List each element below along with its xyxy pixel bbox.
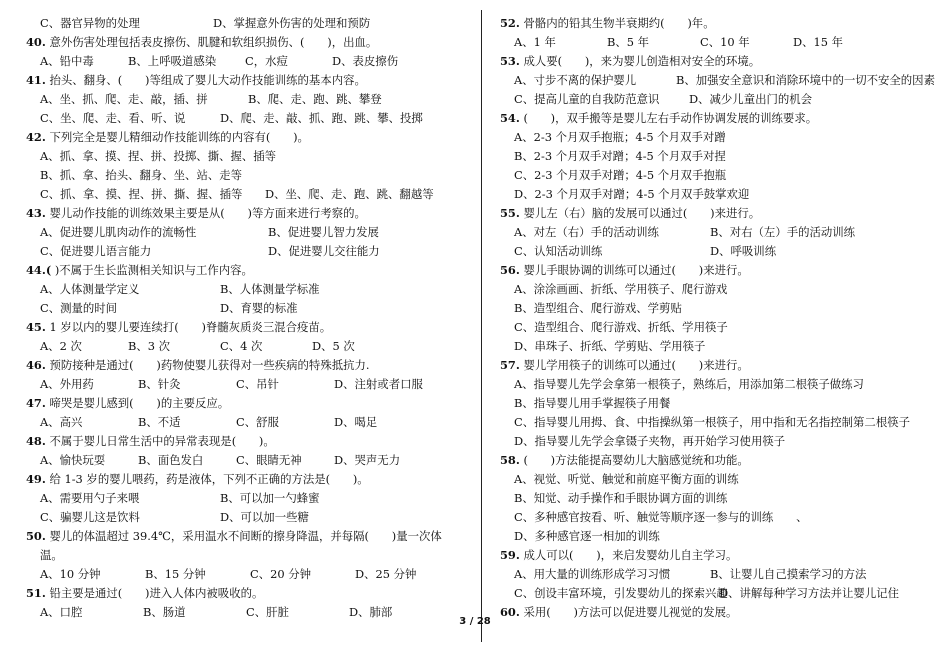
option-item: C、认知活动训练 bbox=[514, 244, 603, 258]
question-line bbox=[26, 527, 471, 546]
question-line bbox=[500, 356, 940, 375]
question-number: 49. bbox=[26, 472, 46, 486]
option-item: B、上呼吸道感染 bbox=[128, 54, 217, 68]
question-text: 采用( )方法可以促进婴儿视觉的发展。 bbox=[519, 605, 738, 619]
option-line bbox=[500, 432, 940, 451]
option-line bbox=[26, 90, 471, 109]
option-item: B、对右（左）手的活动训练 bbox=[710, 225, 856, 239]
option-item: C、肝脏 bbox=[246, 605, 289, 619]
option-item: D、15 年 bbox=[793, 35, 844, 49]
option-item: A、用大量的训练形成学习习惯 bbox=[514, 567, 671, 581]
option-line bbox=[26, 109, 471, 128]
question-text: 婴儿动作技能的训练效果主要是从( )等方面来进行考察的。 bbox=[45, 206, 366, 220]
option-line bbox=[500, 413, 940, 432]
question-text: )不属于生长监测相关知识与工作内容。 bbox=[51, 263, 253, 277]
question-line bbox=[26, 33, 471, 52]
option-item: D、多种感官逐一相加的训练 bbox=[514, 529, 660, 543]
option-item: B、让婴儿自己摸索学习的方法 bbox=[710, 567, 867, 581]
option-item: D、坐、爬、走、跑、跳、翻越等 bbox=[265, 187, 434, 201]
option-item: D、指导婴儿先学会拿镊子夹物，再开始学习使用筷子 bbox=[514, 434, 786, 448]
option-item: D、哭声无力 bbox=[334, 453, 401, 467]
option-item: C、2-3 个月双手对蹭；4-5 个月双手抱瓶 bbox=[514, 168, 727, 182]
question-number: 41. bbox=[26, 73, 46, 87]
option-item: C、创设丰富环境，引发婴幼儿的探索兴趣 bbox=[514, 586, 728, 600]
option-item: A、涂涂画画、折纸、学用筷子、爬行游戏 bbox=[514, 282, 728, 296]
option-line bbox=[500, 223, 940, 242]
option-line bbox=[26, 565, 471, 584]
question-text: 意外伤害处理包括表皮擦伤、肌腱和软组织损伤、( )，出血。 bbox=[45, 35, 378, 49]
option-line bbox=[500, 318, 940, 337]
option-item: D、2-3 个月双手对蹭；4-5 个月双手鼓掌欢迎 bbox=[514, 187, 750, 201]
option-item: A、寸步不离的保护婴儿 bbox=[514, 73, 637, 87]
option-line bbox=[26, 52, 471, 71]
question-line bbox=[500, 546, 940, 565]
option-line bbox=[26, 14, 471, 33]
option-item: D、注射或者口服 bbox=[334, 377, 423, 391]
option-line bbox=[26, 546, 471, 565]
question-text: 啼哭是婴儿感到( )的主要反应。 bbox=[45, 396, 230, 410]
option-line bbox=[26, 299, 471, 318]
option-item: B、知觉、动手操作和手眼协调方面的训练 bbox=[514, 491, 728, 505]
option-line bbox=[26, 280, 471, 299]
option-line bbox=[26, 337, 471, 356]
option-line bbox=[500, 280, 940, 299]
option-line bbox=[500, 185, 940, 204]
option-item: B、2-3 个月双手对蹭；4-5 个月双手对捏 bbox=[514, 149, 726, 163]
option-item: A、人体测量学定义 bbox=[40, 282, 140, 296]
question-line bbox=[500, 204, 940, 223]
option-item: A、口腔 bbox=[40, 605, 83, 619]
question-number: 46. bbox=[26, 358, 46, 372]
option-item: C，水痘 bbox=[245, 54, 288, 68]
option-item: B、指导婴儿用手掌握筷子用餐 bbox=[514, 396, 671, 410]
option-item: A、铅中毒 bbox=[40, 54, 94, 68]
option-item: B、15 分钟 bbox=[145, 567, 206, 581]
option-item: A、视觉、听觉、触觉和前庭平衡方面的训练 bbox=[514, 472, 739, 486]
option-item: A、外用药 bbox=[40, 377, 94, 391]
option-item: C、提高儿童的自我防范意识 bbox=[514, 92, 660, 106]
question-number: 44.( bbox=[26, 263, 52, 277]
option-line bbox=[26, 185, 471, 204]
option-line bbox=[500, 166, 940, 185]
option-line bbox=[500, 147, 940, 166]
question-number: 50. bbox=[26, 529, 46, 543]
question-number: 56. bbox=[500, 263, 520, 277]
option-item: B、加强安全意识和消除环境中的一切不安全的因素 bbox=[676, 73, 935, 87]
option-item: C、抓、拿、摸、捏、拼、撕、握、插等 bbox=[40, 187, 243, 201]
option-line bbox=[26, 375, 471, 394]
option-line bbox=[26, 451, 471, 470]
option-item: C、眼睛无神 bbox=[236, 453, 302, 467]
option-line bbox=[26, 489, 471, 508]
option-line bbox=[500, 33, 940, 52]
question-number: 51. bbox=[26, 586, 46, 600]
question-text: ( )方法能提高婴幼儿大脑感觉统和功能。 bbox=[519, 453, 749, 467]
option-line bbox=[500, 375, 940, 394]
option-line bbox=[26, 147, 471, 166]
option-item: C、10 年 bbox=[700, 35, 750, 49]
question-line bbox=[500, 109, 940, 128]
option-item: B、爬、走、跑、跳、攀登 bbox=[248, 92, 382, 106]
question-text: 不属于婴儿日常生活中的异常表现是( )。 bbox=[45, 434, 275, 448]
option-line bbox=[26, 166, 471, 185]
option-item: D、爬、走、敲、抓、跑、跳、攀、投掷 bbox=[220, 111, 423, 125]
option-item: D、可以加一些糖 bbox=[220, 510, 309, 524]
question-text: ( )，双手搬等是婴儿左右手动作协调发展的训练要求。 bbox=[519, 111, 818, 125]
option-item: B、针灸 bbox=[138, 377, 181, 391]
question-text: 铅主要是通过( )进入人体内被吸收的。 bbox=[45, 586, 264, 600]
option-item: B、5 年 bbox=[607, 35, 650, 49]
question-line bbox=[26, 204, 471, 223]
option-item: D、表皮擦伤 bbox=[332, 54, 399, 68]
option-item: B、抓、拿、抬头、翻身、坐、站、走等 bbox=[40, 168, 243, 182]
question-number: 55. bbox=[500, 206, 520, 220]
question-text: 骨骼内的铅其生物半衰期约( )年。 bbox=[519, 16, 715, 30]
question-text: 预防接种是通过( )药物使婴儿获得对一些疾病的特殊抵抗力. bbox=[45, 358, 370, 372]
option-item: C、测量的时间 bbox=[40, 301, 118, 315]
option-item: B、不适 bbox=[138, 415, 181, 429]
option-item: D、减少儿童出门的机会 bbox=[689, 92, 813, 106]
question-number: 58. bbox=[500, 453, 520, 467]
option-item: B、面色发白 bbox=[138, 453, 204, 467]
question-number: 48. bbox=[26, 434, 46, 448]
question-number: 40. bbox=[26, 35, 46, 49]
option-item: A、抓、拿、摸、捏、拼、投掷、撕、握、插等 bbox=[40, 149, 277, 163]
option-item: A、对左（右）手的活动训练 bbox=[514, 225, 659, 239]
option-item: B、肠道 bbox=[143, 605, 186, 619]
question-text: 下列完全是婴儿精细动作技能训练的内容有( )。 bbox=[45, 130, 309, 144]
option-item: A、高兴 bbox=[40, 415, 83, 429]
column-divider bbox=[481, 10, 482, 642]
option-item: B、促进婴儿智力发展 bbox=[268, 225, 379, 239]
option-line bbox=[500, 71, 940, 90]
option-item: C、吊针 bbox=[236, 377, 279, 391]
question-text: 抬头、翻身、( )等组成了婴儿大动作技能训练的基本内容。 bbox=[45, 73, 366, 87]
option-item: B、造型组合、爬行游戏、学剪贴 bbox=[514, 301, 682, 315]
question-number: 54. bbox=[500, 111, 520, 125]
option-line bbox=[26, 508, 471, 527]
question-number: 47. bbox=[26, 396, 46, 410]
option-item: D、25 分钟 bbox=[355, 567, 417, 581]
question-line bbox=[26, 261, 471, 280]
question-number: 53. bbox=[500, 54, 520, 68]
question-number: 45. bbox=[26, 320, 46, 334]
option-item: C、多种感官按看、听、触觉等顺序逐一参与的训练 、 bbox=[514, 510, 808, 524]
option-item: C、坐、爬、走、看、听、说 bbox=[40, 111, 186, 125]
option-item: D、促进婴儿交往能力 bbox=[268, 244, 380, 258]
option-line bbox=[500, 337, 940, 356]
option-line bbox=[500, 299, 940, 318]
option-item: D、育婴的标准 bbox=[220, 301, 298, 315]
option-line bbox=[500, 394, 940, 413]
question-number: 52. bbox=[500, 16, 520, 30]
question-text: 1 岁以内的婴儿要连续打( )脊髓灰质炎三混合疫苗。 bbox=[45, 320, 332, 334]
question-line bbox=[26, 318, 471, 337]
question-text: 婴儿手眼协调的训练可以通过( )来进行。 bbox=[519, 263, 749, 277]
question-number: 57. bbox=[500, 358, 520, 372]
question-text: 成人要( )，来为婴儿创造相对安全的环境。 bbox=[519, 54, 761, 68]
left-column bbox=[26, 14, 471, 622]
question-number: 59. bbox=[500, 548, 520, 562]
right-column bbox=[500, 14, 940, 622]
question-text: 婴儿的体温超过 39.4℃，采用温水不间断的擦身降温，并每隔( )量一次体 bbox=[45, 529, 442, 543]
option-item: A、需要用勺子来喂 bbox=[40, 491, 140, 505]
option-item: C、4 次 bbox=[220, 339, 263, 353]
option-item: D、肺部 bbox=[349, 605, 393, 619]
question-line bbox=[500, 52, 940, 71]
option-line bbox=[500, 470, 940, 489]
option-item: B、3 次 bbox=[128, 339, 171, 353]
option-line bbox=[26, 242, 471, 261]
question-text: 给 1-3 岁的婴儿喂药，药是液体，下列不正确的方法是( )。 bbox=[45, 472, 369, 486]
question-text: 成人可以( )，来启发婴幼儿自主学习。 bbox=[519, 548, 738, 562]
option-line bbox=[500, 128, 940, 147]
option-item: A、愉快玩耍 bbox=[40, 453, 106, 467]
option-item: A、促进婴儿肌肉动作的流畅性 bbox=[40, 225, 197, 239]
option-item: C、骗婴儿这是饮料 bbox=[40, 510, 140, 524]
option-item: C、舒服 bbox=[236, 415, 279, 429]
option-line bbox=[500, 489, 940, 508]
question-number: 42. bbox=[26, 130, 46, 144]
question-text: 婴儿左（右）脑的发展可以通过( )来进行。 bbox=[519, 206, 761, 220]
option-line bbox=[500, 90, 940, 109]
option-line bbox=[500, 242, 940, 261]
option-item: D、喝足 bbox=[334, 415, 378, 429]
question-number: 43. bbox=[26, 206, 46, 220]
question-line bbox=[26, 584, 471, 603]
question-line bbox=[500, 14, 940, 33]
option-item: D、掌握意外伤害的处理和预防 bbox=[213, 16, 371, 30]
question-line bbox=[500, 451, 940, 470]
option-item: B、人体测量学标准 bbox=[220, 282, 320, 296]
option-item: A、坐、抓、爬、走、敲，插、拼 bbox=[40, 92, 208, 106]
question-line bbox=[500, 261, 940, 280]
option-item: A、2-3 个月双手抱瓶；4-5 个月双手对蹭 bbox=[514, 130, 726, 144]
question-line bbox=[26, 128, 471, 147]
option-item: A、1 年 bbox=[514, 35, 556, 49]
page-number: 3 / 28 bbox=[459, 616, 491, 627]
question-line bbox=[26, 432, 471, 451]
option-line bbox=[500, 508, 940, 527]
option-item: A、10 分钟 bbox=[40, 567, 101, 581]
option-item: C、促进婴儿语言能力 bbox=[40, 244, 152, 258]
option-item: 温。 bbox=[40, 548, 63, 562]
option-item: A、指导婴儿先学会拿第一根筷子，熟练后，用添加第二根筷子做练习 bbox=[514, 377, 864, 391]
question-line bbox=[26, 470, 471, 489]
option-item: D、呼吸训练 bbox=[710, 244, 777, 258]
question-line bbox=[26, 356, 471, 375]
option-item: B、可以加一勺蜂蜜 bbox=[220, 491, 320, 505]
option-item: C、器官异物的处理 bbox=[40, 16, 140, 30]
option-item: C、造型组合、爬行游戏、折纸、学用筷子 bbox=[514, 320, 728, 334]
option-item: A、2 次 bbox=[40, 339, 82, 353]
option-item: D、串珠子、折纸、学剪贴、学用筷子 bbox=[514, 339, 706, 353]
question-line bbox=[26, 71, 471, 90]
option-line bbox=[500, 527, 940, 546]
option-item: D、5 次 bbox=[312, 339, 355, 353]
option-line bbox=[26, 223, 471, 242]
option-item: C、20 分钟 bbox=[250, 567, 312, 581]
option-line bbox=[26, 413, 471, 432]
question-number: 60. bbox=[500, 605, 520, 619]
option-line bbox=[500, 584, 940, 603]
question-line bbox=[26, 394, 471, 413]
question-text: 婴儿学用筷子的训练可以通过( )来进行。 bbox=[519, 358, 749, 372]
option-item: C、指导婴儿用拇、食、中指操纵第一根筷子，用中指和无名指控制第二根筷子 bbox=[514, 415, 910, 429]
option-line bbox=[500, 565, 940, 584]
option-item: D、讲解每种学习方法并让婴儿记住 bbox=[719, 586, 899, 600]
